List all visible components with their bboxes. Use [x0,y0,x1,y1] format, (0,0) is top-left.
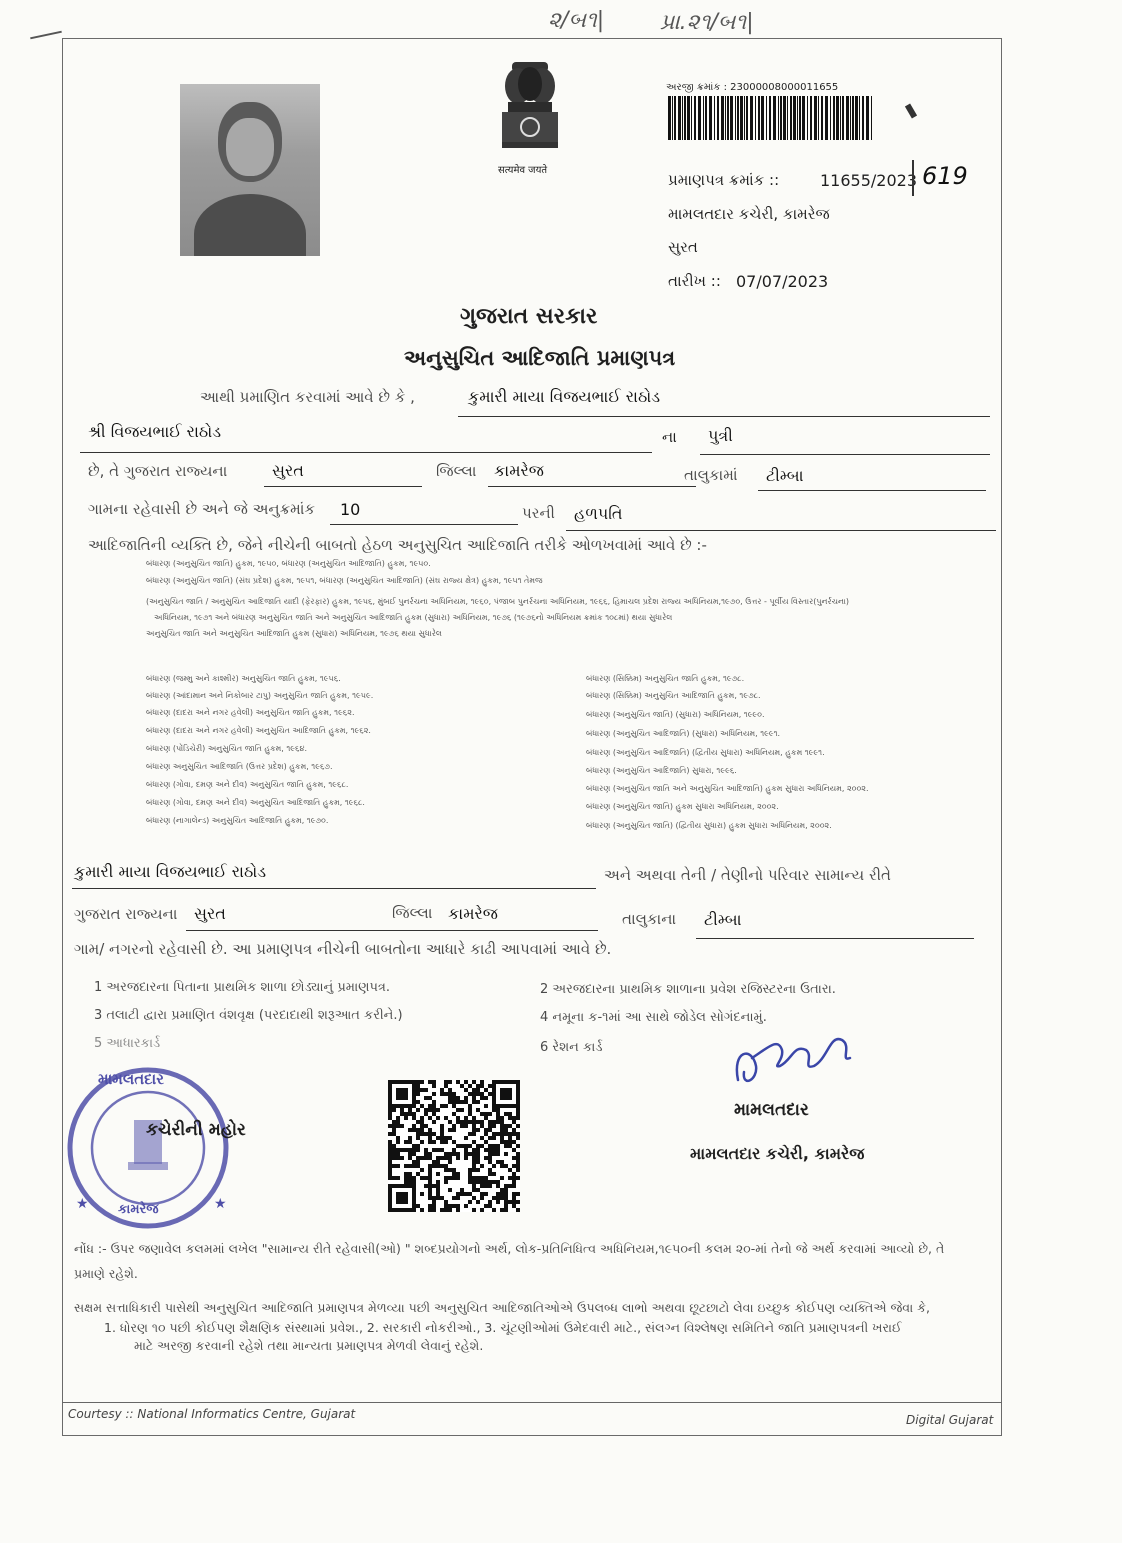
order-right-1: બંધારણ (સિક્કિમ) અનુસુચિત જાતિ હુકમ, ૧૯૭૮. [586,674,745,683]
note-2: સક્ષમ સત્તાધિકારી પાસેથી અનુસુચિત આદિજાતિ પ્રમાણપત્ર મેળવ્યા પછી અનુસુચિત આદિજાતિઓએ ઉપલબ્ધ લાભો અથવા છૂટછાટો લેવા ઇચ્છુક કોઈપણ વ્યક્તિએ જેવા કે, [74,1300,930,1315]
certificate-number-value: 11655/2023 [820,171,918,190]
order-top-1: બંધારણ (અનુસુચિત જાતિ) હુકમ, ૧૯૫૦, બંધારણ (અનુસુચિત આદિજાતિ) હુકમ, ૧૯૫૦. [146,559,431,568]
order-left-5: બંધારણ (પોંડિચેરી) અનુસુચિત જાતિ હુકમ, ૧૯૬૪. [146,744,308,753]
order-right-3: બંધારણ (અનુસુચિત જાતિ) (સુધારા) અધિનિયમ, ૧૯૯૦. [586,710,765,719]
family-taluka-value: કામરેજ [448,904,498,923]
name-underline [458,416,990,417]
emblem-motto: सत्यमेव जयते [498,165,548,176]
office-line1: મામલતદાર કચેરી, કામરેજ [668,205,830,223]
handwritten-divider [912,160,914,196]
serial-underline [330,524,518,525]
seal-label: કચેરીની મહોર [146,1120,246,1140]
qr-code-icon [388,1080,520,1212]
na-label: ના [662,428,677,446]
date-label: તારીખ :: [668,272,721,290]
order-top-4: અધિનિયમ, ૧૯૭૧ અને બંધારણ અનુસુચિત જાતિ અને અનુસુચિત આદિજાતિ હુકમ (સુધારા) અધિનિયમ, ૧૯૭૬ (૧૯૭૬નો અધિનિયમ ક્રમાંક ૧૦૮માં) થયા સુધારેલ [154,613,673,622]
signature-icon [722,1010,862,1100]
order-top-3: (અનુસુચિત જાતિ / અનુસુચિત આદિજાતિ યાદી (ફેરફાર) હુકમ, ૧૯૫૬, મુંબઈ પુનર્રચના અધિનિયમ, ૧૯૬૦, પંજાબ પુનર્રચના અધિનિયમ, ૧૯૬૬, હિમાચલ પ્રદેશ રાજ્ય અધિનિયમ,૧૯૭૦, ઉત્તર - પૂર્વીય વિસ્તાર(પુનર્રચના) [146,597,850,606]
top-scribble-2: પ્રા.૨૧/બ૧| [660,10,754,35]
district-underline [264,486,422,487]
family-district-label: જિલ્લા [392,904,433,922]
order-left-4: બંધારણ (દાદરા અને નગર હવેલી) અનુસુચિત આદિજાતિ હુકમ, ૧૯૬૨. [146,726,371,735]
applicant-name: કુમારી માયા વિજયભાઈ રાઠોડ [468,387,661,406]
national-emblem-icon [488,58,572,176]
seal-ring-text: મામલતદાર [98,1070,164,1088]
note-2c: માટે અરજી કરવાની રહેશે તથા માન્યતા પ્રમાણપત્ર મેળવી લેવાનું રહેશે. [134,1338,484,1353]
order-left-7: બંધારણ (ગોવા, દમણ અને દીવ) અનુસુચિત જાતિ હુકમ, ૧૯૬૮. [146,780,349,789]
order-left-8: બંધારણ (ગોવા, દમણ અને દીવ) અનુસુચિત આદિજાતિ હુકમ, ૧૯૬૮. [146,798,365,807]
footer-divider [62,1402,1002,1403]
order-left-3: બંધારણ (દાદરા અને નગર હવેલી) અનુસુચિત જાતિ હુકમ, ૧૯૬૨. [146,708,355,717]
note-2b: 1. ધોરણ ૧૦ પછી કોઈપણ શૈક્ષણિક સંસ્થામાં પ્રવેશ., 2. સરકારી નોકરીઓ., 3. ચૂંટણીઓમાં ઉમેદવારી માટે., સંલગ્ન વિશ્લેષણ સમિતિને જાતિ પ્રમાણપત્રની ખરાઈ [104,1320,902,1335]
order-left-6: બંધારણ અનુસુચિત આદિજાતિ (ઉત્તર પ્રદેશ) હુકમ, ૧૯૬૭. [146,762,333,771]
note-1b: પ્રમાણે રહેશે. [74,1266,138,1281]
caste-underline [566,530,996,531]
family-suffix: અને અથવા તેની / તેણીનો પરિવાર સામાન્ય રીતે [604,866,891,884]
taluka-underline [488,486,696,487]
caste-value: હળપતિ [574,504,623,523]
basis-text: ગામ/ નગરનો રહેવાસી છે. આ પ્રમાણપત્ર નીચેની બાબતોના આધારે કાઢી આપવામાં આવે છે. [74,940,612,958]
village-underline [758,490,986,491]
barcode-icon [668,96,874,140]
document-2: 2 અરજદારના પ્રાથમિક શાળાના પ્રવેશ રજિસ્ટરના ઉતારા. [540,982,836,997]
recognition-text: આદિજાતિની વ્યક્તિ છે, જેને નીચેની બાબતો હેઠળ અનુસુચિત આદિજાતિ તરીકે ઓળખવામાં આવે છે :- [88,536,707,554]
order-right-7: બંધારણ (અનુસુચિત જાતિ અને અનુસુચિત આદિજાતિ) હુકમ સુધારા અધિનિયમ, ૨૦૦૨. [586,784,869,793]
taluka-value: કામરેજ [494,461,544,480]
date-value: 07/07/2023 [736,272,829,291]
order-left-1: બંધારણ (જમ્મુ અને કાશ્મીર) અનુસુચિત જાતિ હુકમ, ૧૯૫૬. [146,674,341,683]
signatory-title: મામલતદાર [734,1100,809,1120]
state-prefix: છે, તે ગુજરાત રાજ્યના [88,462,228,480]
order-right-2: બંધારણ (સિક્કિમ) અનુસુચિત આદિજાતિ હુકમ, ૧૯૭૮. [586,691,761,700]
order-top-5: અનુસુચિત જાતિ અને અનુસુચિત આદિજાતિ હુકમ (સુધારા) અધિનિયમ, ૧૯૭૬ થયા સુધારેલ [146,629,442,638]
application-number: અરજી ક્રમાંક : 23000008000011655 [666,82,839,93]
applicant-photo [180,84,320,256]
intro-text: આથી પ્રમાણિત કરવામાં આવે છે કે , [200,388,415,406]
order-right-6: બંધારણ (અનુસુચિત આદિજાતિ) સુધારા, ૧૯૯૬. [586,766,737,775]
order-left-9: બંધારણ (નાગાલેન્ડ) અનુસુચિત આદિજાતિ હુકમ, ૧૯૭૦. [146,816,329,825]
taluka-label: તાલુકામાં [684,466,738,484]
district-label: જિલ્લા [436,462,477,480]
corner-mark [30,31,62,40]
signatory-office: મામલતદાર કચેરી, કામરેજ [690,1144,865,1163]
father-underline [80,452,652,453]
order-right-5: બંધારણ (અનુસુચિત આદિજાતિ) (દ્વિતીય સુધારા) અધિનિયમ, હુકમ ૧૯૯૧. [586,748,825,757]
serial-value: 10 [340,500,361,519]
family-state-prefix: ગુજરાત રાજ્યના [74,905,178,923]
svg-text:★: ★ [214,1196,227,1212]
footer-brand: Digital Gujarat [906,1413,994,1427]
family-district-underline [186,930,598,931]
family-village-underline [696,938,974,939]
relation-value: પુત્રી [708,426,733,445]
family-village-value: ટીમ્બા [704,910,742,929]
order-right-8: બંધારણ (અનુસુચિત જાતિ) હુકમ સુધારા અધિનિયમ, ૨૦૦૨. [586,802,779,811]
document-3: 3 તલાટી દ્વારા પ્રમાણિત વંશવૃક્ષ (પરદાદાથી શરૂઆત કરીને.) [94,1008,403,1023]
resident-text: ગામના રહેવાસી છે અને જે અનુક્રમાંક [88,500,316,518]
family-district-value: સુરત [194,904,226,923]
footer-courtesy: Courtesy :: National Informatics Centre, Gujarat [68,1407,356,1421]
family-name-underline [72,888,596,889]
relation-underline [700,454,990,455]
top-scribble-1: ૨/બ૧| [548,8,605,33]
order-top-2: બંધારણ (અનુસુચિત જાતિ) (સંઘ પ્રદેશ) હુકમ, ૧૯૫૧, બંધારણ (અનુસુચિત આદિજાતિ) (સંઘ રાજ્ય ક્ષેત્ર) હુકમ, ૧૯૫૧ તેમજ [146,576,543,585]
father-name: શ્રી વિજયભાઈ રાઠોડ [88,422,221,441]
family-name: કુમારી માયા વિજયભાઈ રાઠોડ [74,862,267,881]
order-right-4: બંધારણ (અનુસુચિત આદિજાતિ) (સુધારા) અધિનિયમ, ૧૯૯૧. [586,729,781,738]
document-6: 6 રેશન કાર્ડ [540,1040,603,1055]
svg-text:★: ★ [76,1196,89,1212]
certificate-title: અનુસુચિત આદિજાતિ પ્રમાણપત્ર [404,346,676,370]
par-label: પરની [522,504,555,522]
handwritten-number: 619 [922,162,968,190]
order-left-2: બંધારણ (આંદામાન અને નિકોબાર ટાપુ) અનુસુચિત જાતિ હુકમ, ૧૯૫૯. [146,691,374,700]
office-line2: સુરત [668,238,698,256]
order-right-9: બંધારણ (અનુસુચિત જાતિ) (દ્વિતીય સુધારા) હુકમ સુધારા અધિનિયમ, ૨૦૦૨. [586,821,832,830]
seal-bottom-text: કામરેજ [118,1202,159,1217]
government-title: ગુજરાત સરકાર [460,304,598,329]
village-value: ટીમ્બા [766,466,804,485]
family-taluka-label: તાલુકાના [622,910,677,928]
note-1: નોંધ :- ઉપર જણાવેલ કલમમાં લખેલ "સામાન્ય રીતે રહેવાસી(ઓ) " શબ્દપ્રયોગનો અર્થ, લોક-પ્રતિનિધિત્વ અધિનિયમ,૧૯૫૦ની કલમ ૨૦-માં તેનો જે અર્થ કરવામાં આવ્યો છે, તે [74,1241,945,1256]
document-4: 4 નમૂના ક-૧માં આ સાથે જોડેલ સોગંદનામું. [540,1010,767,1025]
document-1: 1 અરજદારના પિતાના પ્રાથમિક શાળા છોડ્યાનું પ્રમાણપત્ર. [94,980,391,995]
document-5: 5 આધારકાર્ડ [94,1036,161,1051]
certificate-number-label: પ્રમાણપત્ર ક્રમાંક :: [668,171,780,189]
district-value: સુરત [272,461,304,480]
